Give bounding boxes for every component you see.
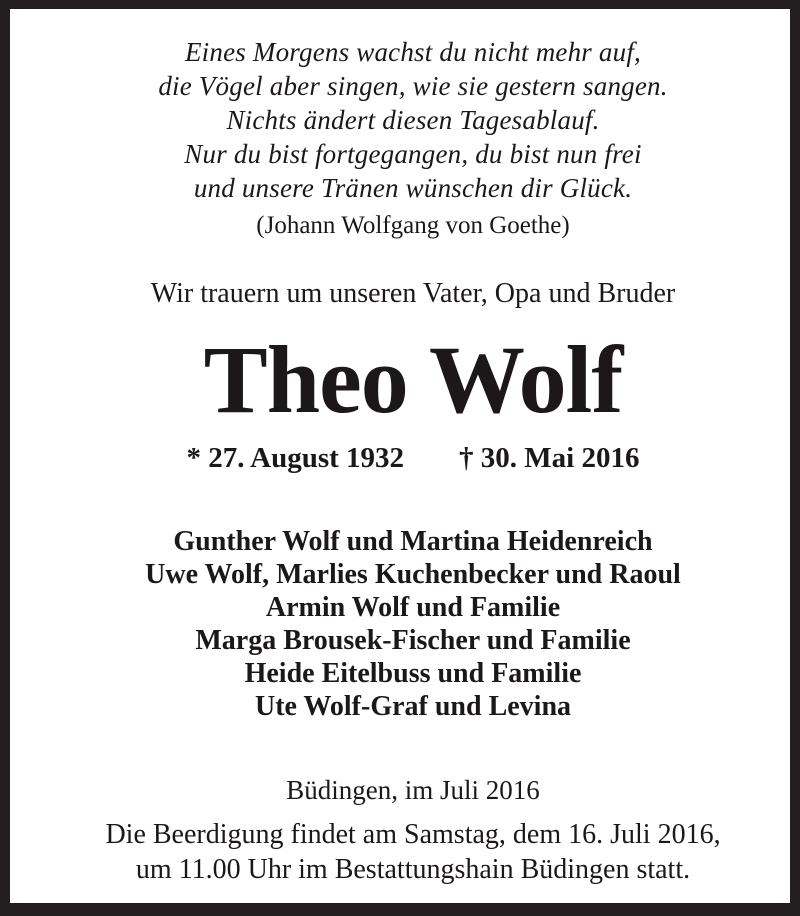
deceased-name: Theo Wolf [203, 326, 623, 433]
funeral-line: Die Beerdigung findet am Samstag, dem 16. Juli 2016, [105, 819, 721, 850]
mourner-line: Heide Eitelbuss und Familie [244, 658, 582, 689]
obituary-content [10, 35, 790, 916]
mourner-line: Armin Wolf und Familie [265, 592, 561, 623]
poem-line: die Vögel aber singen, wie sie gestern sangen. [158, 71, 668, 101]
poem [36, 35, 790, 205]
life-dates [36, 441, 790, 475]
mourners-list [36, 525, 790, 723]
funeral-line: um 11.00 Uhr im Bestattungshain Büdingen statt. [135, 854, 691, 885]
poem-attribution: (Johann Wolfgang von Goethe) [256, 212, 570, 239]
death-date: † 30. Mai 2016 [459, 442, 640, 474]
intro-line: Wir trauern um unseren Vater, Opa und Bruder [150, 278, 676, 309]
funeral-info [36, 817, 790, 887]
mourner-line: Ute Wolf-Graf und Levina [254, 691, 572, 722]
place-date-line: Büdingen, im Juli 2016 [286, 775, 540, 805]
poem-line: Nur du bist fortgegangen, du bist nun frei [184, 139, 642, 169]
mourner-line: Gunther Wolf und Martina Heidenreich [173, 526, 653, 557]
poem-line: Nichts ändert diesen Tagesablauf. [226, 105, 600, 135]
birth-date: * 27. August 1932 [186, 442, 405, 474]
mourner-line: Uwe Wolf, Marlies Kuchenbecker und Raoul [145, 559, 681, 590]
mourner-line: Marga Brousek-Fischer und Familie [195, 625, 631, 656]
poem-line: und unsere Tränen wünschen dir Glück. [193, 173, 633, 203]
poem-line: Eines Morgens wachst du nicht mehr auf, [184, 37, 641, 67]
